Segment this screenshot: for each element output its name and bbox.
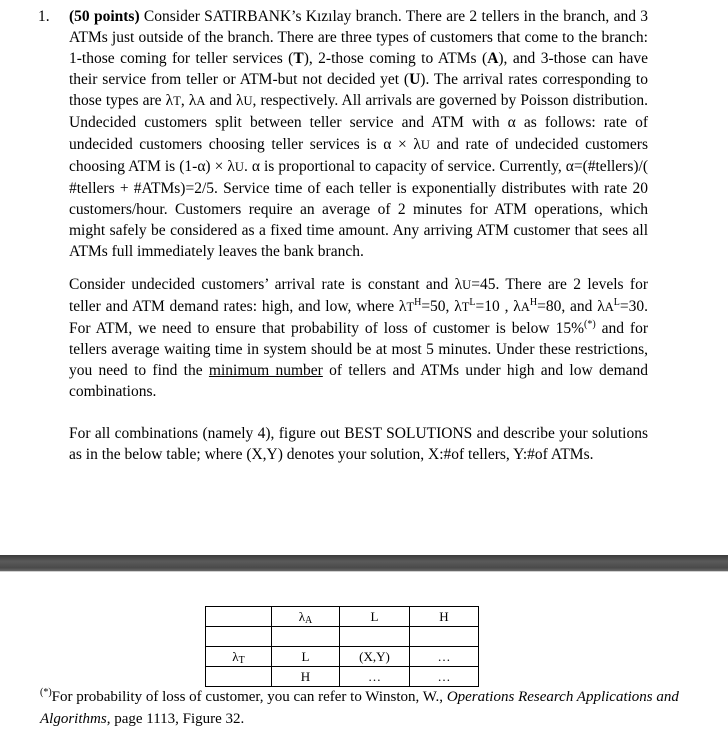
- question-number: 1.: [38, 8, 50, 25]
- col-header-high: H: [410, 607, 479, 627]
- question-paragraph-1: (50 points) Consider SATIRBANK’s Kızılay branch. There are 2 tellers in the branch, and 3 ATMs just outside of the branch. There are three types of customers that come to the branch: 1-those coming for teller services (T), 2-those coming to ATMs (A), and 3-those can have their service from teller or ATM-but not decided yet (U). The arrival rates corresponding to those types are λT, λA and λU, respectively. All arrivals are governed by Poisson distribution. Undecided customers split between teller service and ATM with α as follows: rate of undecided customers choosing teller services is α × λU and rate of undecided customers choosing ATM is (1-α) × λU. α is proportional to capacity of service. Currently, α=(#tellers)/( #tellers + #ATMs)=2/5. Service time of each teller is exponentially distributes with rate 20 customers/hour. Customers require an average of 2 minutes for ATM operations, which might safely be considered as a fixed time amount. Any arriving ATM customer that sees all ATMs full immediately leaves the bank branch.: [69, 8, 649, 261]
- footnote-mark: (*): [40, 687, 52, 698]
- book-title: Operations Research Applications and Algorithms: [40, 689, 679, 727]
- question-paragraph-2: Consider undecided customers’ arrival rate is constant and λU=45. There are 2 levels for teller and ATM demand rates: high, and low, where $\lambda T^H=50$, $\lambda T^L=10$ , $\lambda A^H=80$, and $\lambda A^L=30$. For ATM, we need to ensure that probability of loss of customer is below 15%(*) and for tellers average waiting time in system should be at most 5 minutes. Under these restrictions, you need to find the minimum number of tellers and ATMs under high and low demand combinations.: [69, 276, 649, 401]
- footnote-reference-mark: (*): [583, 319, 596, 331]
- table-row: [206, 627, 479, 647]
- col-header-low: L: [340, 607, 410, 627]
- question-paragraph-3: For all combinations (namely 4), figure out BEST SOLUTIONS and describe your solutions as in the below table; where (X,Y) denotes your solution, X:#of tellers, Y:#of ATMs.: [69, 425, 648, 464]
- minimum-number-underlined: minimum number: [208, 362, 323, 380]
- row-header-high: H: [272, 667, 340, 687]
- table-row: [206, 667, 479, 687]
- lambda-a-header: $\lambda_A$: [272, 607, 340, 627]
- lambda-t-header: $\lambda_T$: [206, 647, 272, 667]
- table-row: [206, 607, 479, 627]
- solutions-table: [205, 606, 479, 687]
- ellipsis-cell: …: [340, 667, 410, 687]
- row-header-low: L: [272, 647, 340, 667]
- page-separator-line: [0, 571, 728, 572]
- table-row: [206, 647, 479, 667]
- example-solution-cell: (X,Y): [340, 647, 410, 667]
- footnote: (*)For probability of loss of customer, you can refer to Winston, W., Operations Research Applications and Algorithms, page 1113, Figure 32.: [40, 687, 679, 727]
- ellipsis-cell: …: [410, 647, 479, 667]
- ellipsis-cell: …: [410, 667, 479, 687]
- page-separator-bar: [0, 555, 728, 571]
- points-label: (50 points): [69, 8, 140, 25]
